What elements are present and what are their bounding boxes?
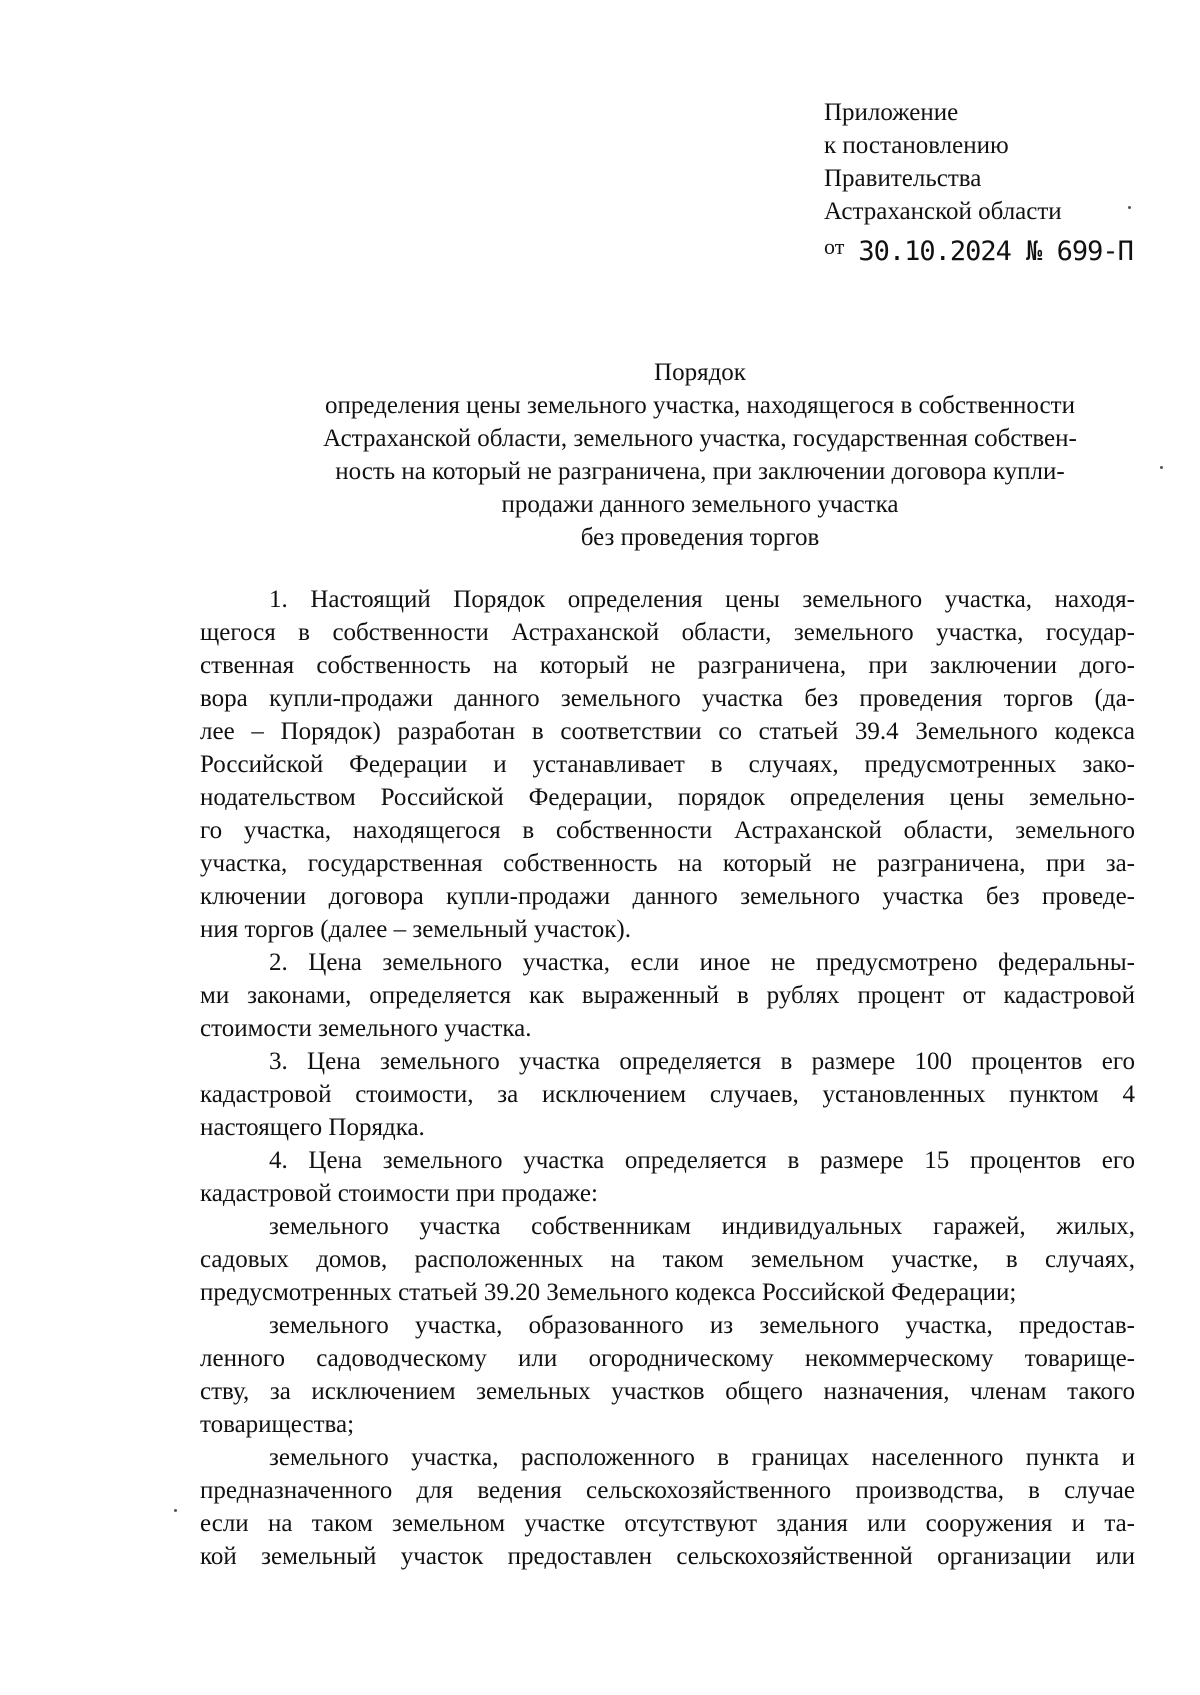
body-line: ственная собственность на который не разграничена, при заключении дого- <box>200 652 1135 679</box>
appendix-line: Астраханской области <box>824 198 1062 225</box>
scan-speck <box>174 1509 177 1512</box>
body-line: садовых домов, расположенных на таком земельном участке, в случаях, <box>200 1246 1135 1273</box>
body-line: предусмотренных статьей 39.20 Земельного кодекса Российской Федерации; <box>200 1279 1017 1306</box>
body-line: земельного участка, образованного из земельного участка, предостав- <box>269 1312 1135 1339</box>
body-line: 1. Настоящий Порядок определения цены земельного участка, находя- <box>269 586 1135 613</box>
body-line: ключении договора купли-продажи данного земельного участка без проведе- <box>200 883 1135 910</box>
title-line: Астраханской области, земельного участка, государственная собствен- <box>323 425 1077 452</box>
title-line: Порядок <box>654 359 746 386</box>
body-line: вора купли-продажи данного земельного участка без проведения торгов (да- <box>200 685 1135 712</box>
body-line: 3. Цена земельного участка определяется в размере 100 процентов его <box>269 1048 1135 1075</box>
appendix-line: Правительства <box>824 165 982 192</box>
title-line: продажи данного земельного участка <box>501 491 899 518</box>
body-line: ству, за исключением земельных участков общего назначения, членам такого <box>200 1378 1135 1405</box>
body-line: товарищества; <box>200 1411 355 1438</box>
body-line: ленного садоводческому или огородническому некоммерческому товарище- <box>200 1345 1135 1372</box>
appendix-block <box>824 96 1184 269</box>
body-line: нодательством Российской Федерации, порядок определения цены земельно- <box>200 784 1135 811</box>
title-line: без проведения торгов <box>580 524 820 551</box>
body-line: земельного участка собственникам индивидуальных гаражей, жилых, <box>269 1213 1135 1240</box>
document-body <box>200 583 1135 1573</box>
document-title <box>200 356 1200 554</box>
body-line: земельного участка, расположенного в границах населенного пункта и <box>269 1444 1135 1471</box>
body-line: ми законами, определяется как выраженный в рублях процент от кадастровой <box>200 982 1135 1009</box>
appendix-line: к постановлению <box>824 132 1009 159</box>
body-line: ния торгов (далее – земельный участок). <box>200 916 631 943</box>
body-line: Российской Федерации и устанавливает в случаях, предусмотренных зако- <box>200 751 1135 778</box>
body-line: лее – Порядок) разработан в соответствии со статьей 39.4 Земельного кодекса <box>200 718 1135 745</box>
title-line: ность на который не разграничена, при заключении договора купли- <box>335 458 1065 485</box>
body-line: кой земельный участок предоставлен сельскохозяйственной организации или <box>200 1543 1135 1570</box>
appendix-line: Приложение <box>824 99 959 126</box>
scan-speck <box>1128 206 1131 209</box>
body-line: предназначенного для ведения сельскохозяйственного производства, в случае <box>200 1477 1135 1504</box>
body-line: участка, государственная собственность на который не разграничена, при за- <box>200 850 1135 877</box>
resolution-date-line <box>824 230 1184 269</box>
resolution-date-number: 30.10.2024 № 699-П <box>858 236 1133 267</box>
date-prefix: от <box>824 234 845 259</box>
body-line: если на таком земельном участке отсутствуют здания или сооружения и та- <box>200 1510 1135 1537</box>
body-line: 2. Цена земельного участка, если иное не предусмотрено федеральны- <box>269 949 1135 976</box>
body-line: стоимости земельного участка. <box>200 1015 532 1042</box>
body-line: го участка, находящегося в собственности Астраханской области, земельного <box>200 817 1135 844</box>
body-line: щегося в собственности Астраханской области, земельного участка, государ- <box>200 619 1135 646</box>
body-line: 4. Цена земельного участка определяется в размере 15 процентов его <box>269 1147 1135 1174</box>
title-line: определения цены земельного участка, находящегося в собственности <box>325 392 1075 419</box>
body-line: настоящего Порядка. <box>200 1114 425 1141</box>
body-line: кадастровой стоимости при продаже: <box>200 1180 598 1207</box>
scan-speck <box>1160 466 1163 469</box>
body-line: кадастровой стоимости, за исключением случаев, установленных пунктом 4 <box>200 1081 1135 1108</box>
